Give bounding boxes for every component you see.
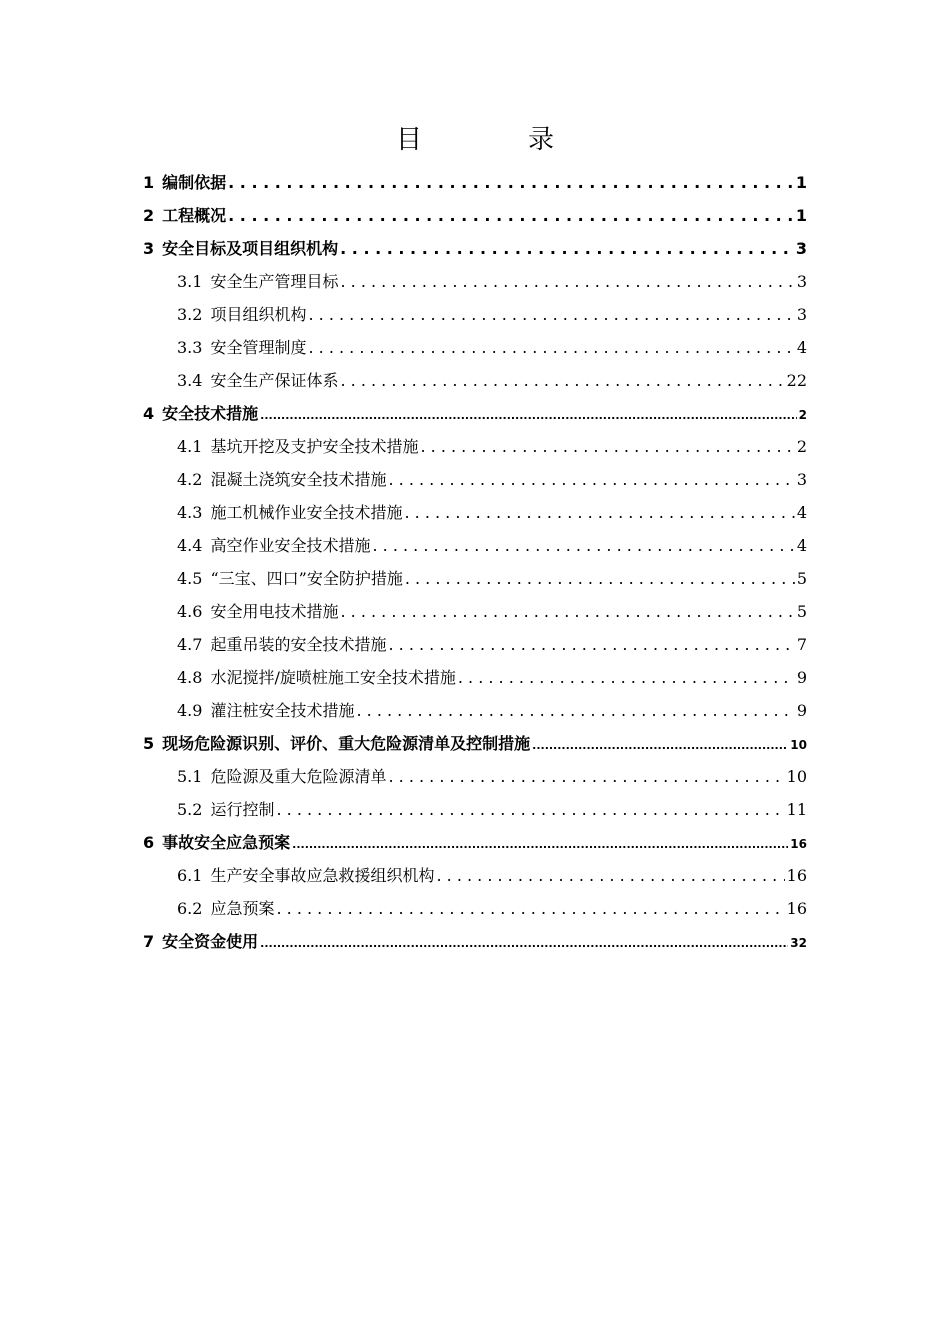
dot-leader (458, 661, 795, 694)
toc-page: 1 (795, 206, 807, 225)
toc-page: 3 (796, 305, 807, 324)
dot-leader (420, 430, 794, 463)
dot-leader (388, 463, 794, 496)
toc-text: 水泥搅拌/旋喷桩施工安全技术措施 (210, 668, 456, 687)
toc-text: 编制依据 (162, 173, 227, 192)
toc-page: 22 (786, 371, 807, 390)
toc-text: 灌注桩安全技术措施 (210, 701, 355, 720)
toc-page: 32 (790, 936, 807, 950)
toc-text: 安全生产管理目标 (210, 272, 339, 291)
toc-text: 安全管理制度 (210, 338, 307, 357)
toc-page: 10 (790, 738, 807, 752)
toc-entry[interactable] (143, 166, 807, 199)
toc-number: 1 (143, 173, 155, 192)
dot-leader (340, 595, 794, 628)
toc-entry[interactable] (143, 595, 807, 628)
dot-leader (228, 199, 794, 232)
dot-leader (340, 265, 794, 298)
dot-leader (340, 364, 784, 397)
toc-page: 16 (786, 899, 807, 918)
toc-page: 9 (796, 701, 807, 720)
toc-number: 4.1 (177, 437, 203, 456)
toc-page: 10 (786, 767, 807, 786)
dot-leader (276, 793, 784, 826)
toc-text: 安全目标及项目组织机构 (162, 239, 339, 258)
toc-page: 5 (796, 569, 807, 588)
table-of-contents (143, 166, 807, 958)
toc-text: 高空作业安全技术措施 (210, 536, 371, 555)
toc-entry[interactable] (143, 892, 807, 925)
dot-leader (436, 859, 784, 892)
dot-leader (405, 562, 795, 595)
dot-leader (308, 298, 794, 331)
toc-number: 6 (143, 833, 155, 852)
toc-text: “三宝、四口”安全防护措施 (210, 569, 403, 588)
toc-page: 16 (790, 837, 807, 851)
dot-leader (372, 529, 794, 562)
toc-text: 混凝土浇筑安全技术措施 (210, 470, 387, 489)
toc-number: 3.1 (177, 272, 203, 291)
toc-text: 基坑开挖及支护安全技术措施 (210, 437, 419, 456)
toc-entry[interactable] (143, 364, 807, 397)
toc-entry[interactable] (143, 628, 807, 661)
toc-entry[interactable] (143, 331, 807, 364)
toc-number: 4.3 (177, 503, 203, 522)
toc-entry[interactable] (143, 265, 807, 298)
toc-entry[interactable] (143, 232, 807, 265)
dot-leader (356, 694, 794, 727)
toc-text: 应急预案 (210, 899, 275, 918)
dot-leader (292, 826, 788, 861)
toc-entry[interactable] (143, 826, 807, 859)
toc-page: 4 (796, 503, 807, 522)
toc-entry[interactable] (143, 430, 807, 463)
toc-page: 5 (796, 602, 807, 621)
toc-text: 施工机械作业安全技术措施 (210, 503, 403, 522)
toc-entry[interactable] (143, 496, 807, 529)
toc-number: 4 (143, 404, 155, 423)
toc-text: 起重吊装的安全技术措施 (210, 635, 387, 654)
toc-page: 3 (796, 470, 807, 489)
toc-page: 2 (796, 437, 807, 456)
toc-entry[interactable] (143, 661, 807, 694)
toc-page: 4 (796, 338, 807, 357)
toc-number: 3.2 (177, 305, 203, 324)
toc-number: 2 (143, 206, 155, 225)
toc-number: 3.3 (177, 338, 203, 357)
dot-leader (404, 496, 794, 529)
toc-text: 项目组织机构 (210, 305, 307, 324)
toc-number: 4.6 (177, 602, 203, 621)
toc-page: 9 (796, 668, 807, 687)
dot-leader (308, 331, 794, 364)
toc-page: 3 (796, 272, 807, 291)
toc-page: 7 (796, 635, 807, 654)
toc-number: 5 (143, 734, 155, 753)
toc-number: 6.1 (177, 866, 203, 885)
dot-leader (340, 232, 794, 265)
toc-page: 2 (798, 408, 807, 422)
toc-entry[interactable] (143, 793, 807, 826)
toc-text: 安全用电技术措施 (210, 602, 339, 621)
toc-page: 1 (795, 173, 807, 192)
toc-text: 生产安全事故应急救援组织机构 (210, 866, 435, 885)
toc-entry[interactable] (143, 727, 807, 760)
dot-leader (260, 397, 796, 432)
toc-entry[interactable] (143, 529, 807, 562)
toc-entry[interactable] (143, 925, 807, 958)
toc-text: 安全生产保证体系 (210, 371, 339, 390)
toc-number: 3 (143, 239, 155, 258)
toc-entry[interactable] (143, 397, 807, 430)
toc-number: 5.1 (177, 767, 203, 786)
dot-leader (276, 892, 784, 925)
toc-text: 工程概况 (162, 206, 227, 225)
page-title: 目 录 (395, 125, 594, 155)
toc-page: 3 (795, 239, 807, 258)
toc-text: 危险源及重大危险源清单 (210, 767, 387, 786)
toc-page: 11 (786, 800, 807, 819)
dot-leader (260, 925, 788, 960)
toc-number: 5.2 (177, 800, 203, 819)
toc-entry[interactable] (143, 859, 807, 892)
toc-entry[interactable] (143, 562, 807, 595)
toc-number: 4.8 (177, 668, 203, 687)
toc-text: 安全技术措施 (162, 404, 259, 423)
dot-leader (388, 628, 794, 661)
dot-leader (388, 760, 784, 793)
toc-text: 运行控制 (210, 800, 275, 819)
toc-number: 4.5 (177, 569, 203, 588)
toc-text: 事故安全应急预案 (162, 833, 291, 852)
toc-number: 7 (143, 932, 155, 951)
dot-leader (228, 166, 794, 199)
dot-leader (532, 727, 788, 762)
toc-number: 4.4 (177, 536, 203, 555)
toc-number: 3.4 (177, 371, 203, 390)
toc-text: 安全资金使用 (162, 932, 259, 951)
toc-number: 4.2 (177, 470, 203, 489)
toc-number: 6.2 (177, 899, 203, 918)
toc-page: 4 (796, 536, 807, 555)
toc-entry[interactable] (143, 694, 807, 727)
toc-number: 4.9 (177, 701, 203, 720)
toc-page: 16 (786, 866, 807, 885)
toc-entry[interactable] (143, 463, 807, 496)
toc-entry[interactable] (143, 760, 807, 793)
toc-number: 4.7 (177, 635, 203, 654)
toc-text: 现场危险源识别、评价、重大危险源清单及控制措施 (162, 734, 531, 753)
toc-entry[interactable] (143, 298, 807, 331)
toc-entry[interactable] (143, 199, 807, 232)
